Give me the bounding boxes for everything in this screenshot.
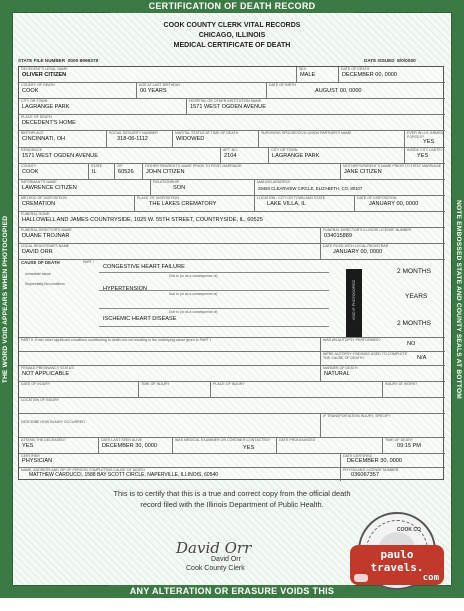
blank-row [19,352,321,366]
left-margin [0,0,12,598]
field-injury-description: DESCRIBE HOW INJURY OCCURRED [19,414,321,438]
duration-a: 2 MONTHS [397,268,432,275]
header-line-3: MEDICAL CERTIFICATE OF DEATH [173,42,291,49]
cause-line-a: CONGESTIVE HEART FAILURE [103,264,185,270]
field-disposition-location: LOCATION - CITY OR TOWN AND STATE LAKE VILLA, IL [255,196,355,212]
date-issued: DATE ISSUED 8/0/0000 [364,58,416,64]
cause-line-c: ISCHEMIC HEART DISEASE [103,316,177,322]
field-disposition: METHOD OF DISPOSITION CREMATION [19,196,135,212]
field-ssn: SOCIAL SECURITY NUMBER 318-06-1112 [107,131,173,148]
field-age: AGE AT LAST BIRTHDAY 00 YEARS [137,83,267,99]
duration-b: YEARS [405,293,428,300]
clerk-name: David Orr [211,556,241,563]
field-attend: ATTEND THE DECEASED? YES [19,438,99,454]
field-injury-date: DATE OF INJURY [19,382,139,398]
field-autopsy-findings: WERE AUTOPSY FINDINGS USED TO COMPLETE THE CAUSE OF DEATH? N/A [321,352,445,366]
field-certifier: CERTIFIER PHYSICIAN [19,454,341,468]
field-informant: INFORMANT'S NAME LAWRENCE CITIZEN [19,180,151,196]
field-zip: ZIP 60526 [115,164,143,180]
field-birthplace: BIRTHPLACE CINCINNATI, OH [19,131,107,148]
field-pronounced: DATE PRONOUNCED [277,438,383,454]
field-certifier-name: NAME, ADDRESS AND ZIP OF PERSON COMPLETING CAUSE OF DEATH MATTHEW CARDUCCI, 1588 BAY SCOTT CIRCLE, NAPERVILLE, ILLINOIS, 60540 [19,468,341,481]
field-date-of-birth: DATE OF BIRTH AUGUST 00, 0000 [267,83,445,99]
clerk-signature: David Orr [176,539,252,557]
field-certified-date: DATE CERTIFIED DECEMBER 30, 0000 [341,454,445,468]
cause-line-b: HYPERTENSION [103,286,148,292]
field-last-seen: DATE LAST SEEN ALIVE DECEMBER 30, 0000 [99,438,173,454]
certify-line-1: This is to certify that this is a true and correct copy from the official death [113,489,351,498]
certify-line-2: record filed with the Illinois Department of Public Health. [140,500,324,509]
field-pregnancy: FEMALE PREGNANCY STATUS NOT APPLICABLE [19,366,321,382]
bottom-banner: ANY ALTERATION OR ERASURE VOIDS THIS CERTIFICATE [110,585,354,598]
field-disposition-place: PLACE OF DISPOSITION THE LAKES CREMATORY [135,196,255,212]
field-fd-license: FUNERAL DIRECTOR'S ILLINOIS LICENSE NUMBER 034015889 [321,228,445,244]
field-father: FATHER'S/PARENT'S NAME PRIOR TO FIRST MARRIAGE JOHN CITIZEN [143,164,341,180]
duration-c: 2 MONTHS [397,320,432,327]
field-injury-place: PLACE OF INJURY [211,382,383,398]
field-funeral-director: FUNERAL DIRECTOR'S NAME DUANE TROJNAR [19,228,321,244]
field-date-filed: DATE FILED WITH LOCAL REGISTRAR JANUARY 00, 0000 [321,244,445,260]
field-city-of-death: CITY OR TOWN LAGRANGE PARK [19,99,187,115]
field-registrar: LOCAL REGISTRAR'S NAME DAVID ORR [19,244,321,260]
field-injury-location: LOCATION OF INJURY [19,398,445,414]
field-disposition-date: DATE OF DISPOSITION JANUARY 00, 0000 [355,196,445,212]
cause-part-2: PART II. Enter other significant conditions contributing to death but not resulting in the underlying cause given in PART I [19,338,321,352]
field-marital-status: MARITAL STATUS AT TIME OF DEATH WIDOWED [173,131,259,148]
field-sex: SEX MALE [297,67,339,83]
clerk-title: Cook County Clerk [186,565,245,572]
void-security-bar: VOID IF PHOTOCOPIED [346,269,362,337]
seal-label: COOK CO [397,527,421,533]
field-spouse: SURVIVING SPOUSE/CIVIL UNION PARTNER'S NAME [259,131,405,148]
field-transport: IF TRANSPORTATION INJURY, SPECIFY [321,414,445,438]
top-banner: CERTIFICATION OF DEATH RECORD [110,0,354,13]
field-inside-city: INSIDE CITY LIMITS? YES [405,148,445,164]
field-relationship: RELATIONSHIP SON [151,180,255,196]
field-decedent-name: DECEDENT'S LEGAL NAME OLIVER CITIZEN [19,67,297,83]
field-apt: APT. NO. 2104 [221,148,269,164]
left-margin-text: THE WORD VOID APPEARS WHEN PHOTOCOPIED [2,215,10,383]
header-line-2: CHICAGO, ILLINOIS [198,32,266,39]
field-time-of-death: TIME OF DEATH 09:15 PM [383,438,445,454]
field-residence-city: CITY OR TOWN LAGRANGE PARK [269,148,405,164]
cause-of-death-block: CAUSE OF DEATH PART I Immediate cause Sequentially list conditions Due to (or as a consequence of) Due to (or as a consequence of) Due to (or as a consequence of) CONGESTIVE HEART FAILURE HYPERTENSION ISCHEMIC HEART DISEASE 2 MONTHS YEARS 2 MONTHS [19,260,445,338]
field-funeral-home: FUNERAL HOME HALLOWELL AND JAMES COUNTRYSIDE, 1025 W. 55TH STREET, COUNTRYSIDE, IL, 60525 [19,212,445,228]
field-county-of-death: COUNTY OF DEATH COOK [19,83,137,99]
field-mailing-address: MAILING ADDRESS 29493 CLEARVIEW CIRCLE, ELIZABETH, CO, 80107 [255,180,445,196]
field-physician-license: PHYSICIAN'S LICENSE NUMBER 036067357 [343,468,399,478]
field-manner: MANNER OF DEATH NATURAL [321,366,445,382]
right-margin [452,0,464,598]
field-residence-county: COUNTY COOK [19,164,89,180]
watermark-logo: paulo travels. com [350,545,444,585]
field-autopsy: WAS AN AUTOPSY PERFORMED? NO [321,338,445,352]
field-injury-work: INJURY AT WORK? [383,382,445,398]
header-line-1: COOK COUNTY CLERK VITAL RECORDS [163,22,301,29]
field-residence: RESIDENCE 1571 WEST OGDEN AVENUE [19,148,221,164]
field-state: STATE IL [89,164,115,180]
field-hospital: HOSPITAL OR OTHER INSTITUTION NAME 1571 WEST OGDEN AVENUE [187,99,445,115]
field-place-of-death: PLACE OF DEATH DECEDENT'S HOME [19,115,445,131]
right-margin-text: NOTE EMBOSSED STATE AND COUNTY SEALS AT BOTTOM [454,199,462,399]
field-injury-time: TIME OF INJURY [139,382,211,398]
field-examiner: WAS MEDICAL EXAMINER OR CORONER CONTACTED? YES [173,438,277,454]
field-mother: MOTHER'S/PARENT'S NAME PRIOR TO FIRST MARRIAGE JANE CITIZEN [341,164,445,180]
field-armed-forces: EVER IN U.S. ARMED FORCES? YES [405,131,445,148]
file-number: STATE FILE NUMBER 0000 8999379 [18,58,99,64]
airplane-icon [354,574,368,582]
certificate-form [18,66,444,480]
field-date-of-death: DATE OF DEATH DECEMBER 00, 0000 [339,67,445,83]
